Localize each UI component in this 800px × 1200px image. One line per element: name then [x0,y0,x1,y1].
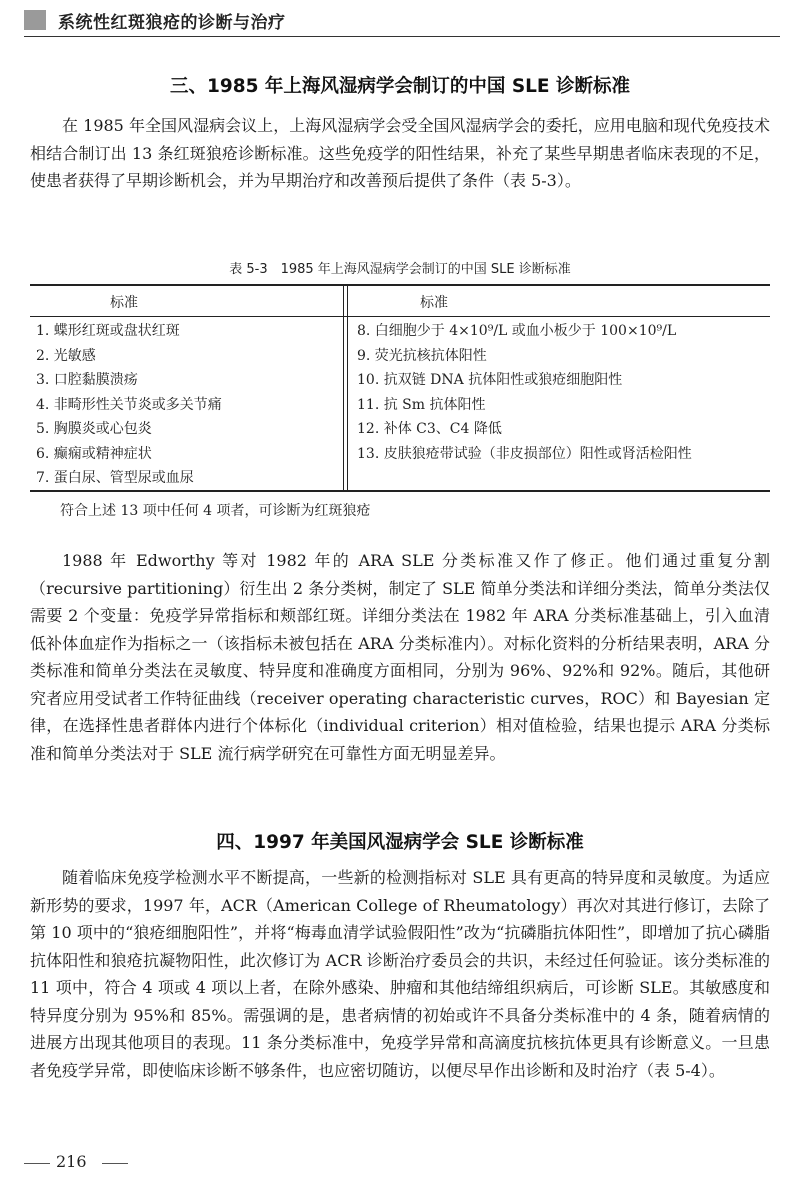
criteria-column-right [357,319,767,466]
footer-dash-left [24,1163,50,1164]
criterion-item: 6. 癫痫或精神症状 [36,445,152,462]
criterion-item: 7. 蛋白尿、管型尿或血尿 [36,470,194,486]
criterion-item: 3. 口腔黏膜溃疡 [36,372,138,388]
table-note: 符合上述 13 项中任何 4 项者，可诊断为红斑狼疮 [60,503,371,519]
header-marker [24,10,46,30]
criterion-item: 12. 补体 C3、C4 降低 [357,421,502,437]
criterion-item: 10. 抗双链 DNA 抗体阳性或狼疮细胞阳性 [357,372,623,388]
criterion-item: 2. 光敏感 [36,347,96,364]
table-header-right: 标准 [420,295,448,311]
criterion-item: 1. 蝶形红斑或盘状红斑 [36,323,180,339]
header-rule [24,36,780,37]
criterion-item: 8. 白细胞少于 4×10⁹/L 或血小板少于 100×10⁹/L [357,323,677,339]
criterion-item: 11. 抗 Sm 抗体阳性 [357,396,486,413]
table-caption: 表 5-3 1985 年上海风湿病学会制订的中国 SLE 诊断标准 [229,262,571,277]
table-header-rule [30,316,770,317]
section-heading-3: 三、1985 年上海风湿病学会制订的中国 SLE 诊断标准 [169,76,631,97]
running-header [24,0,780,40]
criterion-item: 13. 皮肤狼疮带试验（非皮损部位）阳性或肾活检阳性 [357,445,692,462]
criterion-item: 5. 胸膜炎或心包炎 [36,421,152,437]
section-heading-4: 四、1997 年美国风湿病学会 SLE 诊断标准 [216,832,584,853]
table-divider [343,286,344,490]
running-header-title: 系统性红斑狼疮的诊断与治疗 [58,13,286,33]
table-top-rule [30,284,770,286]
criterion-item: 9. 荧光抗核抗体阳性 [357,347,487,364]
paragraph-1988: 1988 年 Edworthy 等对 1982 年的 ARA SLE 分类标准又作了修正。他们通过重复分割（recursive partitioning）衍生出 2 条分类树，制定了 SLE 简单分类法和详细分类法，简单分类法仅需要 2 个变量：免疫学异常指标和颊部红斑。详细分类法在 1982 年 ARA 分类标准基础上，引入血清低补体血症作为指标之一（该指标未被包括在 ARA 分类标准内）。对标化资料的分析结果表明，ARA 分类标准和简单分类法在灵敏度、特异度和准确度方面相同，分别为 96%、92%和 92%。随后，其他研究者应用受试者工作特征曲线（receiver operating characteristic curves，ROC）和 Bayesian 定律，在选择性患者群体内进行个体标化（individual criterion）相对值检验，结果也提示 ARA 分类标准和简单分类法对于 SLE 流行病学研究在可靠性方面无明显差异。 [30,551,770,763]
page-number: 216 [56,1152,87,1171]
footer-dash-right [102,1163,128,1164]
criterion-item: 4. 非畸形性关节炎或多关节痛 [36,396,222,413]
criteria-table [30,284,770,492]
criteria-column-left [36,319,336,491]
table-divider [347,286,348,490]
section-4-paragraph: 随着临床免疫学检测水平不断提高，一些新的检测指标对 SLE 具有更高的特异度和灵敏度。为适应新形势的要求，1997 年，ACR（American College of Rheumatology）再次对其进行修订，去除了第 10 项中的“狼疮细胞阳性”，并将“梅毒血清学试验假阳性”改为“抗磷脂抗体阳性”，即增加了抗心磷脂抗体阳性和狼疮抗凝物阳性，此次修订为 ACR 诊断治疗委员会的共识，未经过任何验证。该分类标准的 11 项中，符合 4 项或 4 项以上者，在除外感染、肿瘤和其他结缔组织病后，可诊断 SLE。其敏感度和特异度分别为 95%和 85%。需强调的是，患者病情的初始或许不具备分类标准中的 4 条，随着病情的进展方出现其他项目的表现。11 条分类标准中，免疫学异常和高滴度抗核抗体更具有诊断意义。一旦患者免疫学异常，即使临床诊断不够条件，也应密切随访，以便尽早作出诊断和及时治疗（表 5-4）。 [30,868,770,1080]
table-header-left: 标准 [110,295,138,311]
section-3-paragraph: 在 1985 年全国风湿病会议上，上海风湿病学会受全国风湿病学会的委托，应用电脑和现代免疫技术相结合制订出 13 条红斑狼疮诊断标准。这些免疫学的阳性结果，补充了某些早期患者临床表现的不足，使患者获得了早期诊断机会，并为早期治疗和改善预后提供了条件（表 5-3）。 [30,116,770,190]
